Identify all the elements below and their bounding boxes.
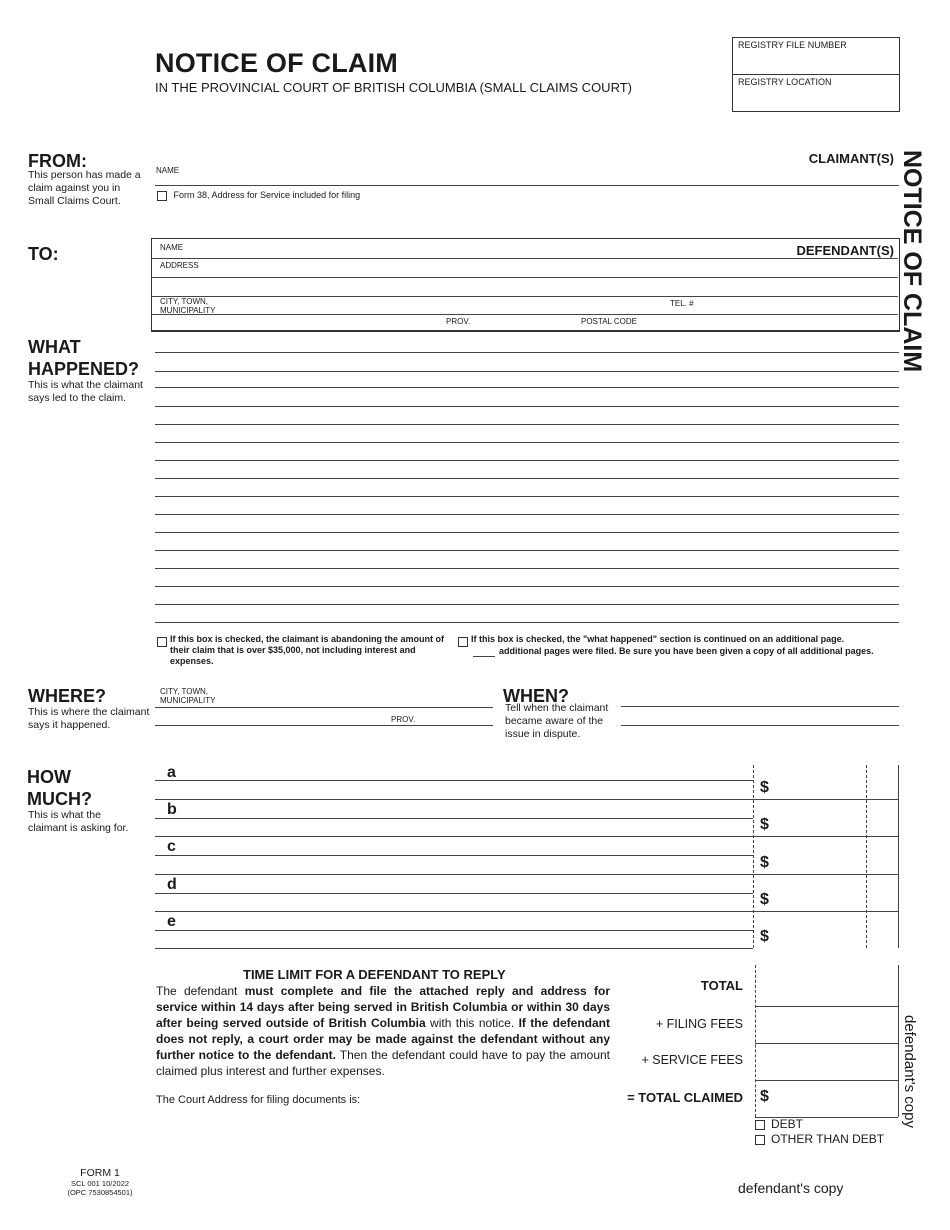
- claim-line[interactable]: [155, 948, 753, 949]
- to-prov-label: PROV.: [446, 317, 471, 326]
- claim-letter: c: [167, 838, 176, 855]
- what-line[interactable]: [155, 478, 899, 479]
- what-line[interactable]: [155, 532, 899, 533]
- what-line[interactable]: [155, 424, 899, 425]
- continued-label: If this box is checked, the "what happened" section is continued on an additional page.: [471, 634, 845, 644]
- time-limit-bold: must complete and file the attached reply and address for service within 14 days after being served in British Columbia or within 30 days after being served outside of British Columbia: [156, 984, 610, 1030]
- to-postal-label: POSTAL CODE: [581, 317, 638, 326]
- totals-right-border: [898, 965, 899, 1117]
- claim-line[interactable]: [155, 911, 899, 912]
- to-name-line[interactable]: [152, 258, 898, 259]
- how-much-description: This is what the claimant is asking for.: [28, 809, 129, 834]
- claim-dollar: $: [760, 854, 769, 871]
- registry-box: [732, 37, 900, 112]
- abandon-checkbox[interactable]: [157, 633, 167, 651]
- form38-label: Form 38, Address for Service included for filing: [173, 190, 361, 200]
- what-line[interactable]: [155, 622, 899, 623]
- claim-letter: b: [167, 801, 177, 818]
- amount-right-border: [898, 765, 899, 948]
- continued-checkbox[interactable]: [458, 633, 468, 651]
- total-claimed-dollar: $: [760, 1088, 769, 1105]
- form-footer: [60, 1167, 140, 1197]
- claim-line[interactable]: [155, 930, 753, 931]
- side-copy-text: defendant's copy: [901, 1015, 918, 1128]
- claim-line[interactable]: [155, 893, 753, 894]
- debt-option[interactable]: [755, 1117, 803, 1131]
- what-line[interactable]: [155, 568, 899, 569]
- to-city-label: CITY, TOWN, MUNICIPALITY: [160, 297, 216, 315]
- other-than-debt-label: OTHER THAN DEBT: [771, 1132, 885, 1146]
- what-line[interactable]: [155, 387, 899, 388]
- time-limit-text: with this notice.: [425, 1016, 519, 1030]
- filing-fees-line[interactable]: [755, 1043, 898, 1044]
- time-limit-text: Then the defendant could have to pay the amount claimed plus interest and further expenses.: [156, 1048, 610, 1078]
- cents-divider: [866, 765, 867, 948]
- defendant-box: [151, 238, 900, 332]
- total-claimed-label: [627, 1090, 743, 1105]
- what-description: This is what the claimant says led to the claim.: [28, 379, 143, 404]
- when-heading: WHEN?: [503, 686, 569, 706]
- from-name-label: NAME: [156, 166, 180, 175]
- time-limit-text: The defendant: [156, 984, 245, 998]
- abandon-label: If this box is checked, the claimant is abandoning the amount of their claim that is over $35,000, not including interest and expenses.: [170, 634, 445, 666]
- when-description: Tell when the claimant became aware of the issue in dispute.: [505, 702, 609, 740]
- to-name-label: NAME: [160, 243, 184, 252]
- registry-file-number-field[interactable]: REGISTRY FILE NUMBER: [738, 40, 847, 50]
- claim-line[interactable]: [155, 836, 899, 837]
- claim-line[interactable]: [155, 874, 899, 875]
- filing-fees-label: + FILING FEES: [655, 1017, 743, 1031]
- side-title-text: NOTICE OF CLAIM: [898, 150, 926, 373]
- claim-line[interactable]: [155, 780, 753, 781]
- what-line[interactable]: [155, 371, 899, 372]
- to-tel-label: TEL. #: [670, 299, 694, 308]
- court-address-label: The Court Address for filing documents is:: [156, 1094, 361, 1106]
- footer-copy-label: defendant's copy: [738, 1180, 844, 1196]
- time-limit-bold: If the defendant does not reply, a court order may be made against the defendant without any further notice to the defendant.: [156, 1016, 610, 1062]
- to-city-line[interactable]: [152, 314, 898, 315]
- claim-dollar: $: [760, 891, 769, 908]
- where-description: This is where the claimant says it happened.: [28, 706, 150, 731]
- page-subtitle: IN THE PROVINCIAL COURT OF BRITISH COLUMBIA (SMALL CLAIMS COURT): [155, 80, 632, 95]
- claim-dollar: $: [760, 816, 769, 833]
- form-code: SCL 001 10/2022: [70, 1179, 130, 1188]
- to-address-line-2[interactable]: [152, 296, 898, 297]
- where-city-label: CITY, TOWN, MUNICIPALITY: [160, 687, 216, 705]
- claim-line[interactable]: [155, 855, 753, 856]
- to-address-line[interactable]: [152, 277, 898, 278]
- where-city-line[interactable]: [155, 707, 493, 708]
- from-description: This person has made a claim against you in Small Claims Court.: [28, 169, 141, 207]
- claim-line[interactable]: [155, 818, 753, 819]
- total-line[interactable]: [755, 1006, 898, 1007]
- claim-dollar: $: [760, 779, 769, 796]
- how-much-heading: HOW MUCH?: [27, 767, 92, 809]
- total-claimed-text: TOTAL CLAIMED: [638, 1090, 743, 1105]
- total-claimed-eq: =: [627, 1090, 635, 1105]
- what-line[interactable]: [155, 604, 899, 605]
- continued-label-2: additional pages were filed. Be sure you have been given a copy of all additional pages.: [499, 646, 874, 656]
- claim-letter: e: [167, 913, 176, 930]
- total-label: TOTAL: [700, 978, 743, 993]
- form38-option[interactable]: [157, 190, 360, 201]
- service-fees-line[interactable]: [755, 1080, 898, 1081]
- what-line[interactable]: [155, 352, 899, 353]
- what-line[interactable]: [155, 442, 899, 443]
- what-heading: WHAT HAPPENED?: [28, 337, 140, 379]
- claim-line[interactable]: [155, 799, 899, 800]
- where-heading: WHERE?: [28, 686, 106, 706]
- from-name-line[interactable]: [155, 185, 899, 186]
- what-line[interactable]: [155, 496, 899, 497]
- what-line[interactable]: [155, 460, 899, 461]
- to-heading: TO:: [28, 244, 59, 264]
- claimant-label: CLAIMANT(S): [808, 151, 894, 166]
- debt-checkbox[interactable]: [755, 1120, 765, 1130]
- time-limit-heading: TIME LIMIT FOR A DEFENDANT TO REPLY: [243, 967, 506, 982]
- page-title: NOTICE OF CLAIM: [155, 48, 398, 78]
- when-line[interactable]: [621, 706, 899, 707]
- defendant-label: DEFENDANT(S): [796, 243, 894, 258]
- what-line[interactable]: [155, 550, 899, 551]
- what-line[interactable]: [155, 586, 899, 587]
- other-than-debt-option[interactable]: [755, 1132, 884, 1146]
- totals-divider: [755, 965, 756, 1117]
- when-line-2[interactable]: [621, 725, 899, 726]
- claim-letter: d: [167, 876, 177, 893]
- form-number: FORM 1: [80, 1167, 120, 1179]
- where-prov-line[interactable]: [155, 725, 493, 726]
- time-limit-body: [156, 983, 610, 1079]
- what-line[interactable]: [155, 514, 899, 515]
- where-prov-label: PROV.: [391, 715, 416, 724]
- other-than-debt-checkbox[interactable]: [755, 1135, 765, 1145]
- debt-label: DEBT: [771, 1117, 804, 1131]
- claim-letter: a: [167, 764, 176, 781]
- form38-checkbox[interactable]: [157, 191, 167, 201]
- service-fees-label: + SERVICE FEES: [641, 1053, 743, 1067]
- form-opc: (OPC 7530854501): [67, 1188, 133, 1197]
- pages-count-line[interactable]: [473, 656, 495, 657]
- from-heading: FROM:: [28, 151, 87, 171]
- claim-dollar: $: [760, 928, 769, 945]
- registry-location-field[interactable]: REGISTRY LOCATION: [733, 74, 899, 110]
- what-line[interactable]: [155, 406, 899, 407]
- to-address-label: ADDRESS: [160, 261, 199, 270]
- amount-divider: [753, 765, 754, 948]
